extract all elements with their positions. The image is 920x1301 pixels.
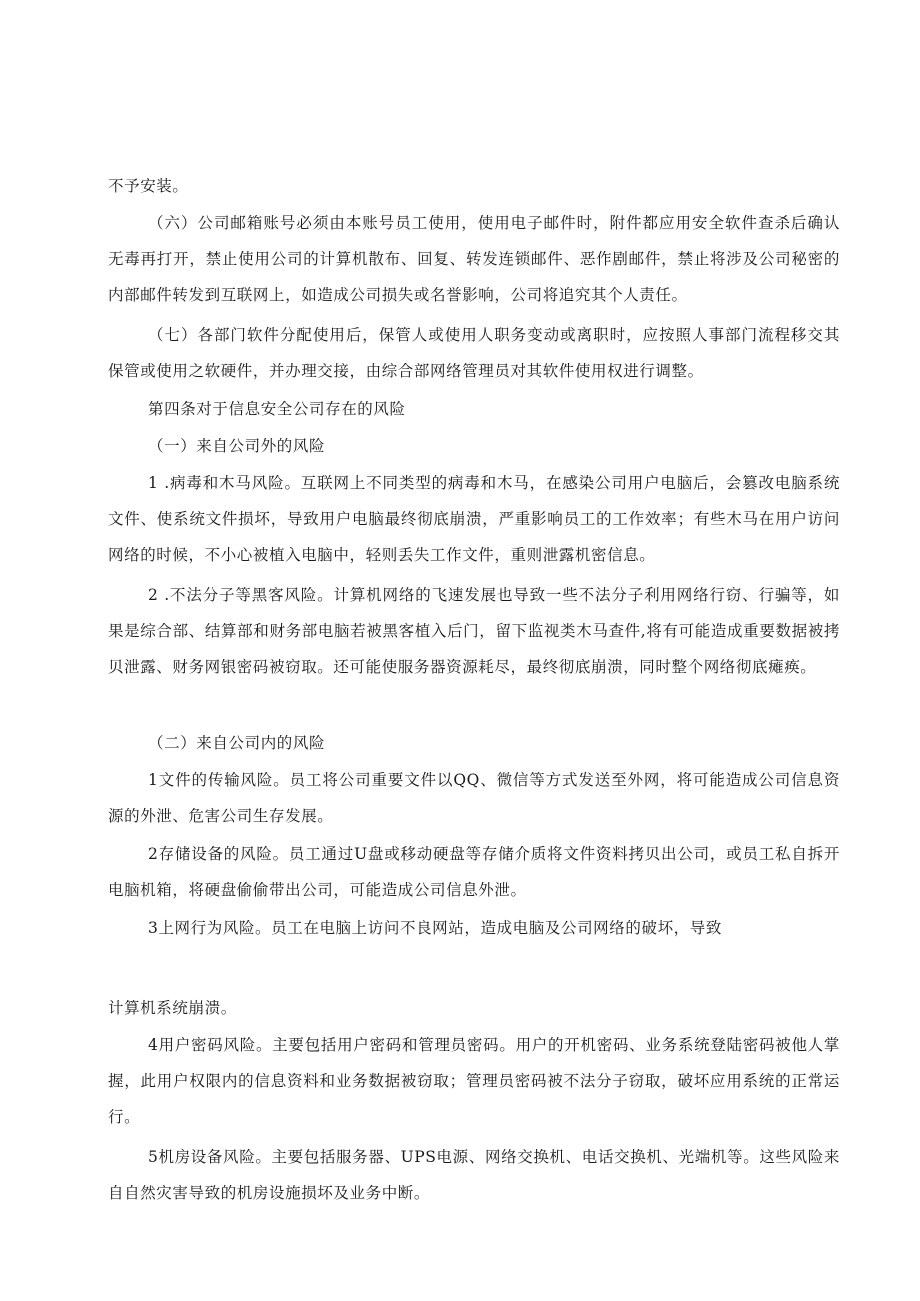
paragraph-continuation: 不予安装。 <box>108 177 189 195</box>
paragraph-browsing-risk-continuation: 计算机系统崩溃。 <box>108 999 237 1017</box>
paragraph-browsing-risk: 3上网行为风险。员工在电脑上访问不良网站，造成电脑及公司网络的破坏，导致 <box>148 919 722 937</box>
paragraph-virus-risk: 1 .病毒和木马风险。互联网上不同类型的病毒和木马，在感染公司用户电脑后，会篡改电脑系统文件、使系统文件损坏，导致用户电脑最终彻底崩溃，严重影响员工的工作效率；有些木马在用户访问网络的时候，不小心被植入电脑中，轻则丢失工作文件，重则泄露机密信息。 <box>108 474 840 564</box>
paragraph-password-risk: 4用户密码风险。主要包括用户密码和管理员密码。用户的开机密码、业务系统登陆密码被他人掌握，此用户权限内的信息资料和业务数据被窃取；管理员密码被不法分子窃取，破坏应用系统的正常运行。 <box>108 1036 840 1126</box>
paragraph-storage-risk: 2存储设备的风险。员工通过U盘或移动硬盘等存储介质将文件资料拷贝出公司，或员工私自拆开电脑机箱，将硬盘偷偷带出公司，可能造成公司信息外泄。 <box>108 845 840 899</box>
section-heading-external: （一）来自公司外的风险 <box>148 437 326 455</box>
section-heading-internal: （二）来自公司内的风险 <box>148 734 326 752</box>
paragraph-file-transfer-risk: 1文件的传输风险。员工将公司重要文件以QQ、微信等方式发送至外网，将可能造成公司信息资源的外泄、危害公司生存发展。 <box>108 771 840 825</box>
paragraph-item-6: （六）公司邮箱账号必须由本账号员工使用，使用电子邮件时，附件都应用安全软件查杀后确认无毒再打开，禁止使用公司的计算机散布、回复、转发连锁邮件、恶作剧邮件，禁止将涉及公司秘密的内部邮件转发到互联网上，如造成公司损失或名誉影响，公司将追究其个人责任。 <box>108 214 840 304</box>
article-heading: 第四条对于信息安全公司存在的风险 <box>148 400 406 418</box>
paragraph-hacker-risk: 2 .不法分子等黑客风险。计算机网络的飞速发展也导致一些不法分子利用网络行窃、行骗等，如果是综合部、结算部和财务部电脑若被黑客植入后门，留下监视类木马查件,将有可能造成重要数据被拷贝泄露、财务网银密码被窃取。还可能使服务器资源耗尽，最终彻底崩溃，同时整个网络彻底瘫痪。 <box>108 586 840 676</box>
paragraph-server-room-risk: 5机房设备风险。主要包括服务器、UPS电源、网络交换机、电话交换机、光端机等。这些风险来自自然灾害导致的机房设施损坏及业务中断。 <box>108 1148 840 1202</box>
paragraph-item-7: （七）各部门软件分配使用后，保管人或使用人职务变动或离职时，应按照人事部门流程移交其保管或使用之软硬件，并办理交接，由综合部网络管理员对其软件使用权进行调整。 <box>108 326 840 380</box>
